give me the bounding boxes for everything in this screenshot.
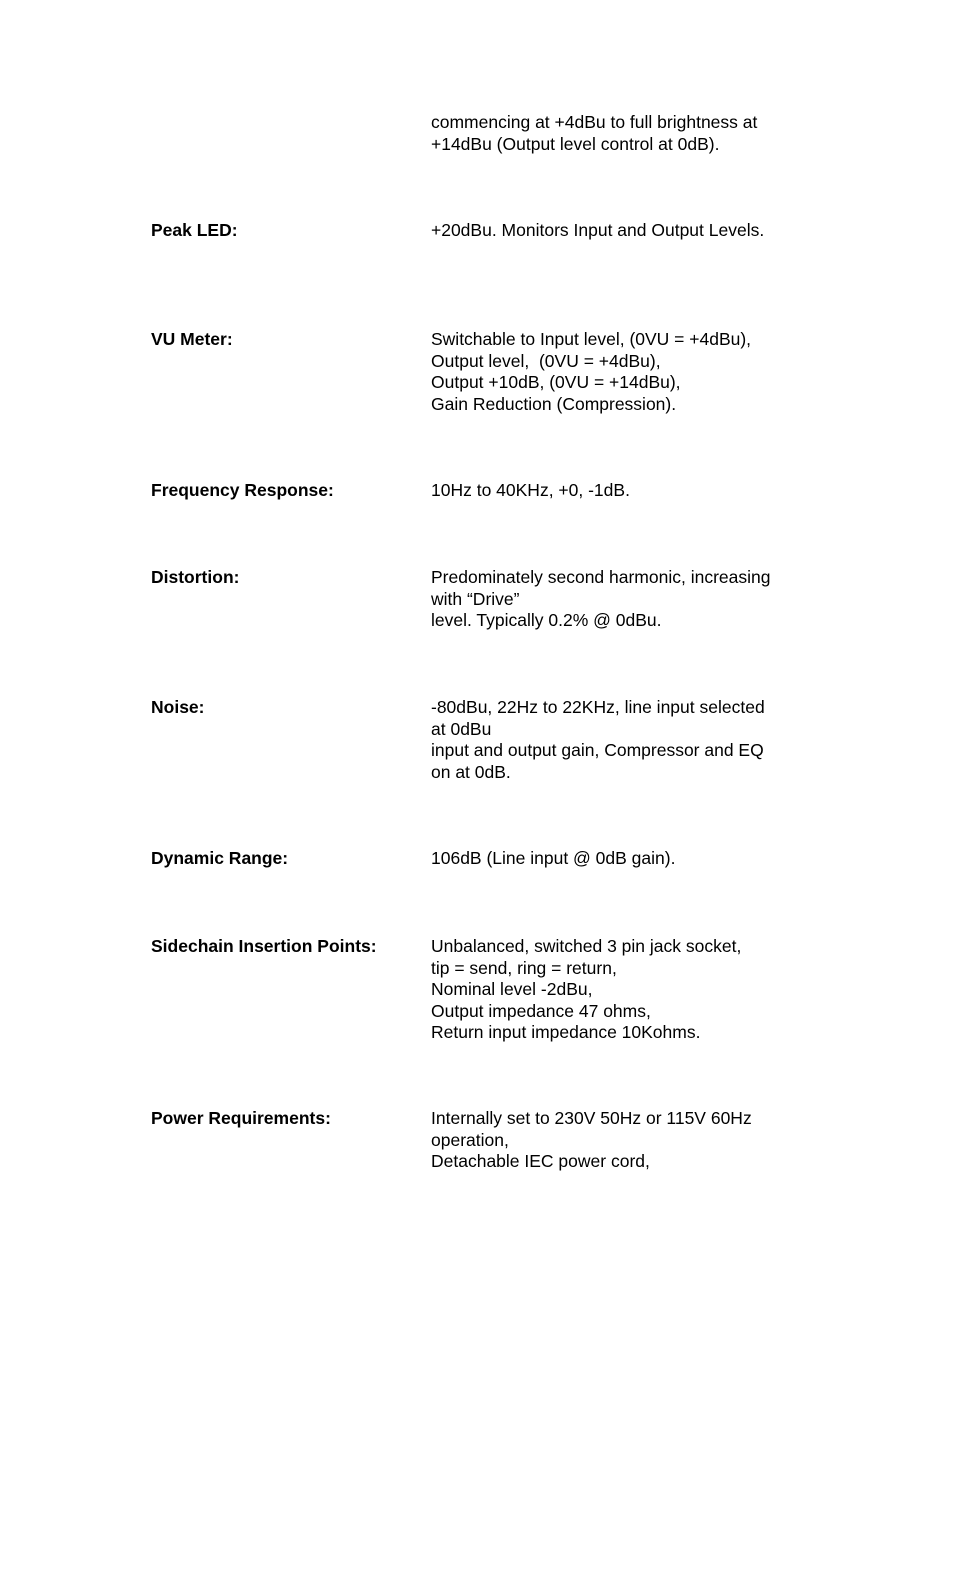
spec-value-distortion [431, 567, 811, 632]
spec-line: Predominately second harmonic, increasing [431, 567, 771, 587]
continuation-line: commencing at +4dBu to full brightness at [431, 112, 758, 132]
spec-line: Output level, (0VU = +4dBu), [431, 350, 661, 371]
spec-value-power-requirements [431, 1108, 811, 1173]
continuation-line: +14dBu (Output level control at 0dB). [431, 133, 720, 154]
spec-value-frequency-response [431, 480, 811, 502]
continuation-text [431, 112, 811, 155]
spec-line: tip = send, ring = return, [431, 957, 617, 978]
spec-line: Nominal level -2dBu, [431, 979, 593, 999]
spec-label-noise: Noise: [151, 697, 205, 717]
spec-line: Unbalanced, switched 3 pin jack socket, [431, 936, 742, 956]
spec-label-distortion: Distortion: [151, 567, 240, 587]
spec-value-vu-meter [431, 329, 811, 415]
spec-label-peak-led: Peak LED: [151, 220, 238, 240]
spec-label-sidechain-insertion-points: Sidechain Insertion Points: [151, 936, 377, 956]
spec-label-vu-meter: VU Meter: [151, 329, 233, 349]
spec-label-power-requirements: Power Requirements: [151, 1108, 331, 1128]
spec-line: Return input impedance 10Kohms. [431, 1022, 701, 1042]
spec-line: level. Typically 0.2% @ 0dBu. [431, 610, 662, 630]
spec-line: -80dBu, 22Hz to 22KHz, line input selected [431, 697, 765, 717]
spec-value-dynamic-range [431, 848, 811, 870]
spec-line: on at 0dB. [431, 761, 511, 782]
spec-line: 10Hz to 40KHz, +0, -1dB. [431, 480, 630, 500]
spec-value-noise [431, 697, 811, 783]
spec-line: at 0dBu [431, 718, 492, 739]
spec-line: with “Drive” [431, 588, 520, 609]
spec-value-sidechain-insertion-points [431, 936, 811, 1044]
spec-line: Internally set to 230V 50Hz or 115V 60Hz [431, 1108, 752, 1128]
spec-value-peak-led [431, 220, 811, 242]
spec-line: Gain Reduction (Compression). [431, 393, 677, 414]
spec-line: operation, [431, 1129, 509, 1150]
spec-line: Output +10dB, (0VU = +14dBu), [431, 372, 681, 392]
spec-line: Output impedance 47 ohms, [431, 1000, 651, 1021]
spec-label-dynamic-range: Dynamic Range: [151, 848, 289, 868]
spec-line: input and output gain, Compressor and EQ [431, 740, 764, 760]
spec-line: Detachable IEC power cord, [431, 1151, 650, 1171]
spec-line: +20dBu. Monitors Input and Output Levels. [431, 220, 765, 240]
spec-line: Switchable to Input level, (0VU = +4dBu), [431, 329, 752, 349]
spec-label-frequency-response: Frequency Response: [151, 480, 334, 500]
spec-line: 106dB (Line input @ 0dB gain). [431, 848, 676, 868]
